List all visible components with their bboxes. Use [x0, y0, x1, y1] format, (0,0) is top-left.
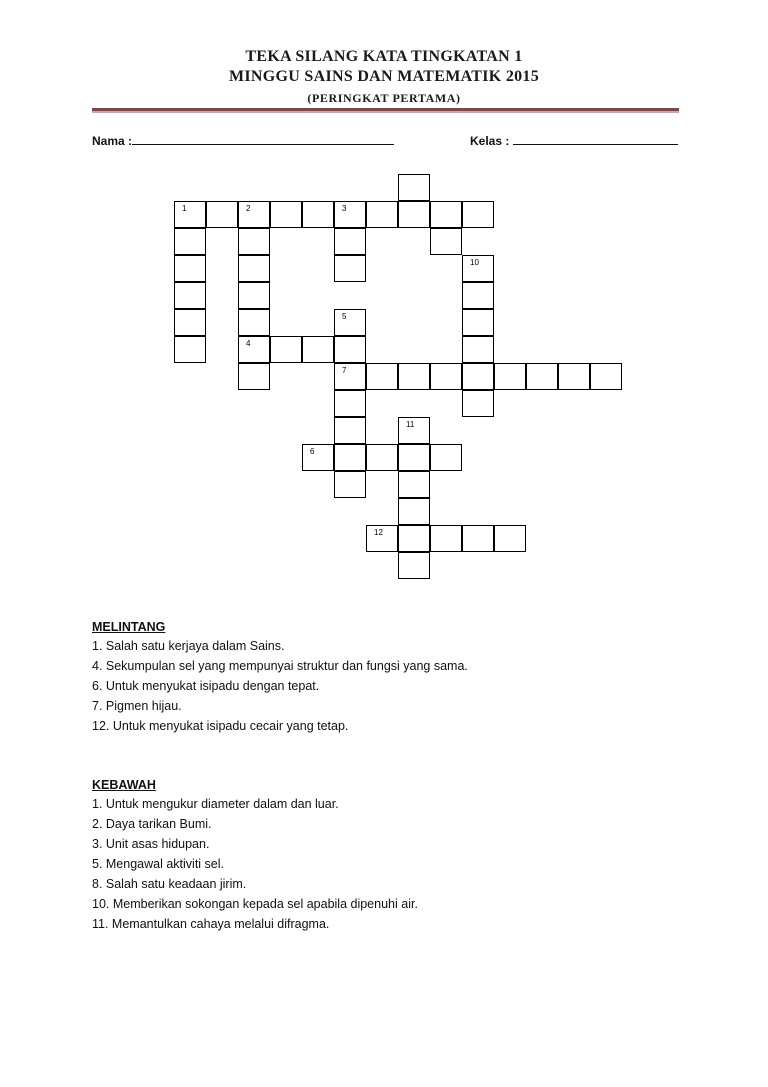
crossword-cell[interactable]	[430, 525, 462, 552]
crossword-cell[interactable]	[526, 363, 558, 390]
crossword-cell[interactable]	[494, 525, 526, 552]
clue-number: 12	[374, 528, 383, 537]
crossword-cell[interactable]	[270, 336, 302, 363]
crossword-cell[interactable]	[334, 444, 366, 471]
crossword-cell[interactable]	[462, 525, 494, 552]
crossword-cell[interactable]	[398, 471, 430, 498]
crossword-cell[interactable]	[238, 228, 270, 255]
kelas-label: Kelas :	[470, 134, 510, 148]
crossword-cell[interactable]	[398, 201, 430, 228]
crossword-cell[interactable]	[430, 444, 462, 471]
crossword-cell[interactable]	[398, 552, 430, 579]
nama-blank-line[interactable]	[132, 133, 394, 145]
crossword-cell[interactable]	[430, 363, 462, 390]
title-line-1: TEKA SILANG KATA TINGKATAN 1	[245, 48, 523, 65]
crossword-cell[interactable]	[206, 201, 238, 228]
down-clue: 10. Memberikan sokongan kepada sel apabila dipenuhi air.	[92, 897, 418, 911]
down-clue: 3. Unit asas hidupan.	[92, 837, 210, 851]
across-section	[92, 620, 468, 738]
kelas-blank-line[interactable]	[513, 133, 678, 145]
down-clue: 8. Salah satu keadaan jirim.	[92, 877, 247, 891]
crossword-cell[interactable]	[238, 282, 270, 309]
crossword-cell[interactable]	[462, 309, 494, 336]
crossword-cell[interactable]	[174, 309, 206, 336]
crossword-cell[interactable]	[334, 309, 366, 336]
crossword-cell[interactable]	[334, 255, 366, 282]
crossword-cell[interactable]	[462, 390, 494, 417]
crossword-cell[interactable]	[462, 336, 494, 363]
crossword-cell[interactable]	[398, 417, 430, 444]
crossword-cell[interactable]	[174, 201, 206, 228]
down-clue: 5. Mengawal aktiviti sel.	[92, 857, 225, 871]
crossword-cell[interactable]	[398, 363, 430, 390]
header-divider-shadow	[92, 111, 679, 113]
crossword-cell[interactable]	[238, 363, 270, 390]
crossword-cell[interactable]	[366, 201, 398, 228]
crossword-cell[interactable]	[334, 228, 366, 255]
crossword-cell[interactable]	[302, 201, 334, 228]
crossword-cell[interactable]	[334, 336, 366, 363]
title-line-3: (PERINGKAT PERTAMA)	[307, 91, 461, 105]
crossword-cell[interactable]	[238, 309, 270, 336]
kelas-field[interactable]	[470, 133, 678, 148]
crossword-cell[interactable]	[238, 336, 270, 363]
across-heading: MELINTANG	[92, 620, 166, 634]
crossword-cell[interactable]	[270, 201, 302, 228]
across-clue: 6. Untuk menyukat isipadu dengan tepat.	[92, 679, 320, 693]
crossword-cell[interactable]	[334, 390, 366, 417]
crossword-cell[interactable]	[494, 363, 526, 390]
crossword-cell[interactable]	[238, 201, 270, 228]
crossword-cell[interactable]	[302, 444, 334, 471]
crossword-cell[interactable]	[462, 201, 494, 228]
clue-number: 10	[470, 258, 479, 267]
crossword-cell[interactable]	[590, 363, 622, 390]
clue-number: 4	[246, 339, 251, 348]
crossword-cell[interactable]	[174, 336, 206, 363]
down-heading: KEBAWAH	[92, 778, 156, 792]
down-clue: 1. Untuk mengukur diameter dalam dan luar.	[92, 797, 339, 811]
crossword-cell[interactable]	[398, 444, 430, 471]
clue-number: 3	[342, 204, 347, 213]
clue-number: 5	[342, 312, 347, 321]
crossword-cell[interactable]	[462, 282, 494, 309]
crossword-cell[interactable]	[366, 525, 398, 552]
crossword-cell[interactable]	[462, 363, 494, 390]
down-clue: 11. Memantulkan cahaya melalui difragma.	[92, 917, 330, 931]
crossword-cell[interactable]	[334, 471, 366, 498]
crossword-cell[interactable]	[430, 228, 462, 255]
clue-number: 1	[182, 204, 187, 213]
nama-field[interactable]	[92, 133, 394, 148]
clue-number: 7	[342, 366, 347, 375]
crossword-cell[interactable]	[398, 498, 430, 525]
crossword-cell[interactable]	[430, 201, 462, 228]
down-clue: 2. Daya tarikan Bumi.	[92, 817, 212, 831]
clue-number: 2	[246, 204, 251, 213]
crossword-cell[interactable]	[334, 201, 366, 228]
crossword-cell[interactable]	[398, 174, 430, 201]
crossword-cell[interactable]	[558, 363, 590, 390]
crossword-cell[interactable]	[174, 228, 206, 255]
crossword-cell[interactable]	[174, 255, 206, 282]
across-clue: 12. Untuk menyukat isipadu cecair yang tetap.	[92, 719, 349, 733]
crossword-cell[interactable]	[462, 255, 494, 282]
crossword-cell[interactable]	[174, 282, 206, 309]
crossword-cell[interactable]	[238, 255, 270, 282]
clue-number: 6	[310, 447, 315, 456]
across-clue: 1. Salah satu kerjaya dalam Sains.	[92, 639, 285, 653]
clue-number: 11	[406, 420, 415, 429]
title-line-2: MINGGU SAINS DAN MATEMATIK 2015	[228, 68, 540, 85]
crossword-cell[interactable]	[334, 417, 366, 444]
crossword-cell[interactable]	[366, 363, 398, 390]
crossword-cell[interactable]	[302, 336, 334, 363]
down-section	[92, 778, 418, 936]
crossword-cell[interactable]	[366, 444, 398, 471]
crossword-cell[interactable]	[398, 525, 430, 552]
across-clue: 4. Sekumpulan sel yang mempunyai struktur dan fungsi yang sama.	[92, 659, 468, 673]
crossword-cell[interactable]	[334, 363, 366, 390]
nama-label: Nama :	[92, 134, 133, 148]
across-clue: 7. Pigmen hijau.	[92, 699, 182, 713]
